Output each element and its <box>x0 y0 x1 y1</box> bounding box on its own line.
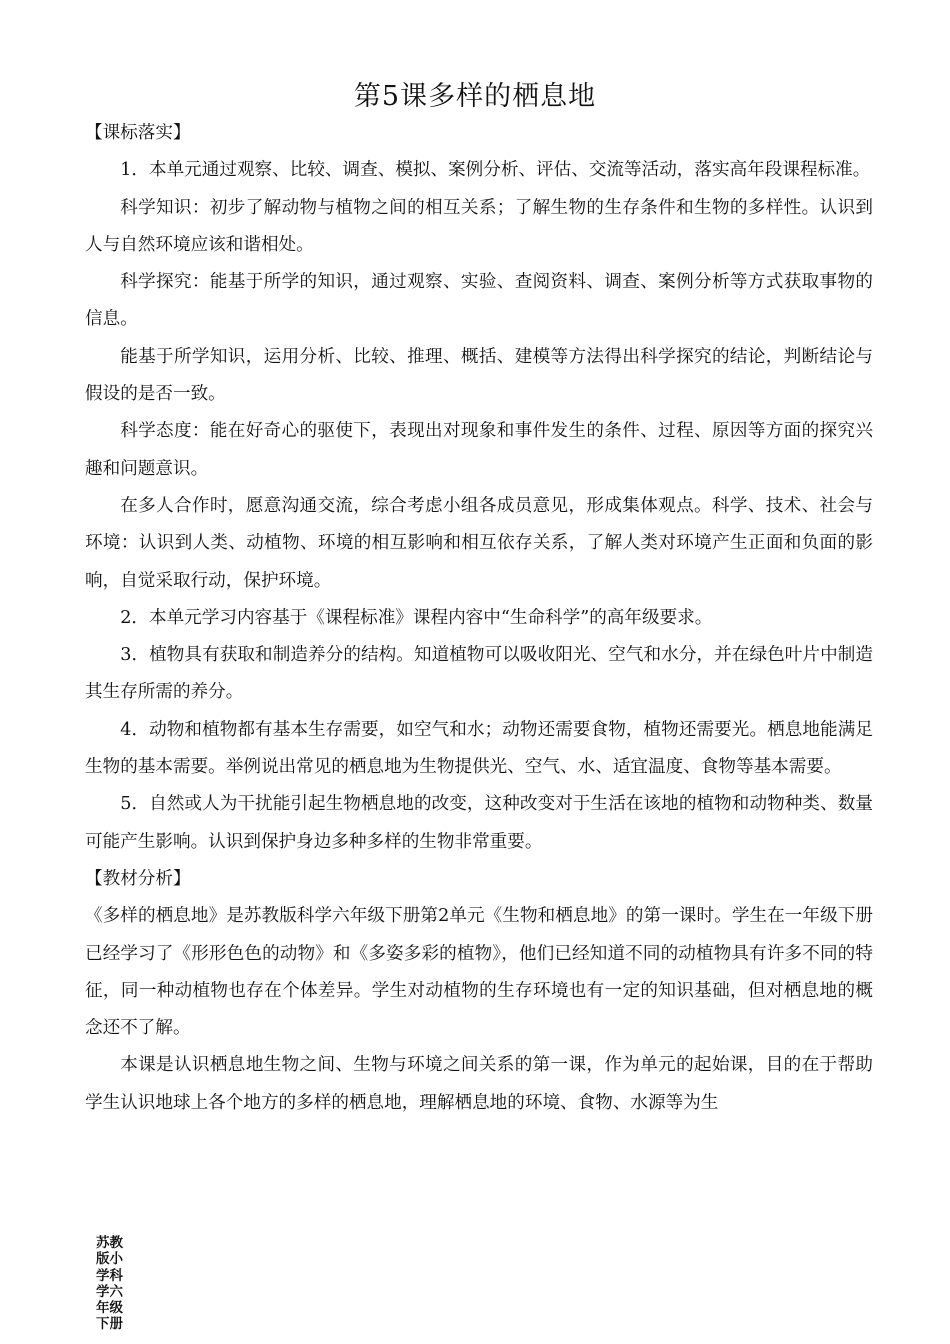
paragraph: 在多人合作时，愿意沟通交流，综合考虑小组各成员意见，形成集体观点。科学、技术、社会与环境：认识到人类、动植物、环境的相互影响和相互依存关系，了解人类对环境产生正面和负面的影响，自觉采取行动，保护环境。 <box>85 495 873 591</box>
section-heading-analysis: 【教材分析】 <box>85 868 191 889</box>
document-body <box>85 115 873 1122</box>
footer-source-label: 苏教版小学科学六年级下册 <box>96 1235 123 1333</box>
paragraph: 4．动物和植物都有基本生存需要，如空气和水；动物还需要食物，植物还需要光。栖息地能满足生物的基本需要。举例说出常见的栖息地为生物提供光、空气、水、适宜温度、食物等基本需要。 <box>85 719 873 778</box>
paragraph: 能基于所学知识，运用分析、比较、推理、概括、建模等方法得出科学探究的结论，判断结论与假设的是否一致。 <box>85 346 873 405</box>
paragraph: 《多样的栖息地》是苏教版科学六年级下册第2单元《生物和栖息地》的第一课时。学生在一年级下册已经学习了《形形色色的动物》和《多姿多彩的植物》，他们已经知道不同的动植物具有许多不同的特征，同一种动植物也存在个体差异。学生对动植物的生存环境也有一定的知识基础，但对栖息地的概念还不了解。 <box>85 906 873 1039</box>
paragraph: 5．自然或人为干扰能引起生物栖息地的改变，这种改变对于生活在该地的植物和动物种类、数量可能产生影响。认识到保护身边多种多样的生物非常重要。 <box>85 794 873 852</box>
paragraph: 科学探究：能基于所学的知识，通过观察、实验、查阅资料、调查、案例分析等方式获取事物的信息。 <box>85 272 873 330</box>
paragraph: 2．本单元学习内容基于《课程标准》课程内容中“生命科学”的高年级要求。 <box>120 607 713 628</box>
paragraph: 科学态度：能在好奇心的驱使下，表现出对现象和事件发生的条件、过程、原因等方面的探究兴趣和问题意识。 <box>85 421 873 479</box>
paragraph: 本课是认识栖息地生物之间、生物与环境之间关系的第一课，作为单元的起始课，目的在于帮助学生认识地球上各个地方的多样的栖息地，理解栖息地的环境、食物、水源等为生 <box>85 1055 873 1113</box>
section-heading-standards: 【课标落实】 <box>85 123 191 143</box>
paragraph: 3．植物具有获取和制造养分的结构。知道植物可以吸收阳光、空气和水分，并在绿色叶片中制造其生存所需的养分。 <box>85 645 873 703</box>
page-title: 第5课多样的栖息地 <box>353 81 597 112</box>
paragraph: 1．本单元通过观察、比较、调查、模拟、案例分析、评估、交流等活动，落实高年段课程标准。 <box>120 160 871 181</box>
paragraph: 科学知识：初步了解动物与植物之间的相互关系；了解生物的生存条件和生物的多样性。认识到人与自然环境应该和谐相处。 <box>85 197 873 255</box>
